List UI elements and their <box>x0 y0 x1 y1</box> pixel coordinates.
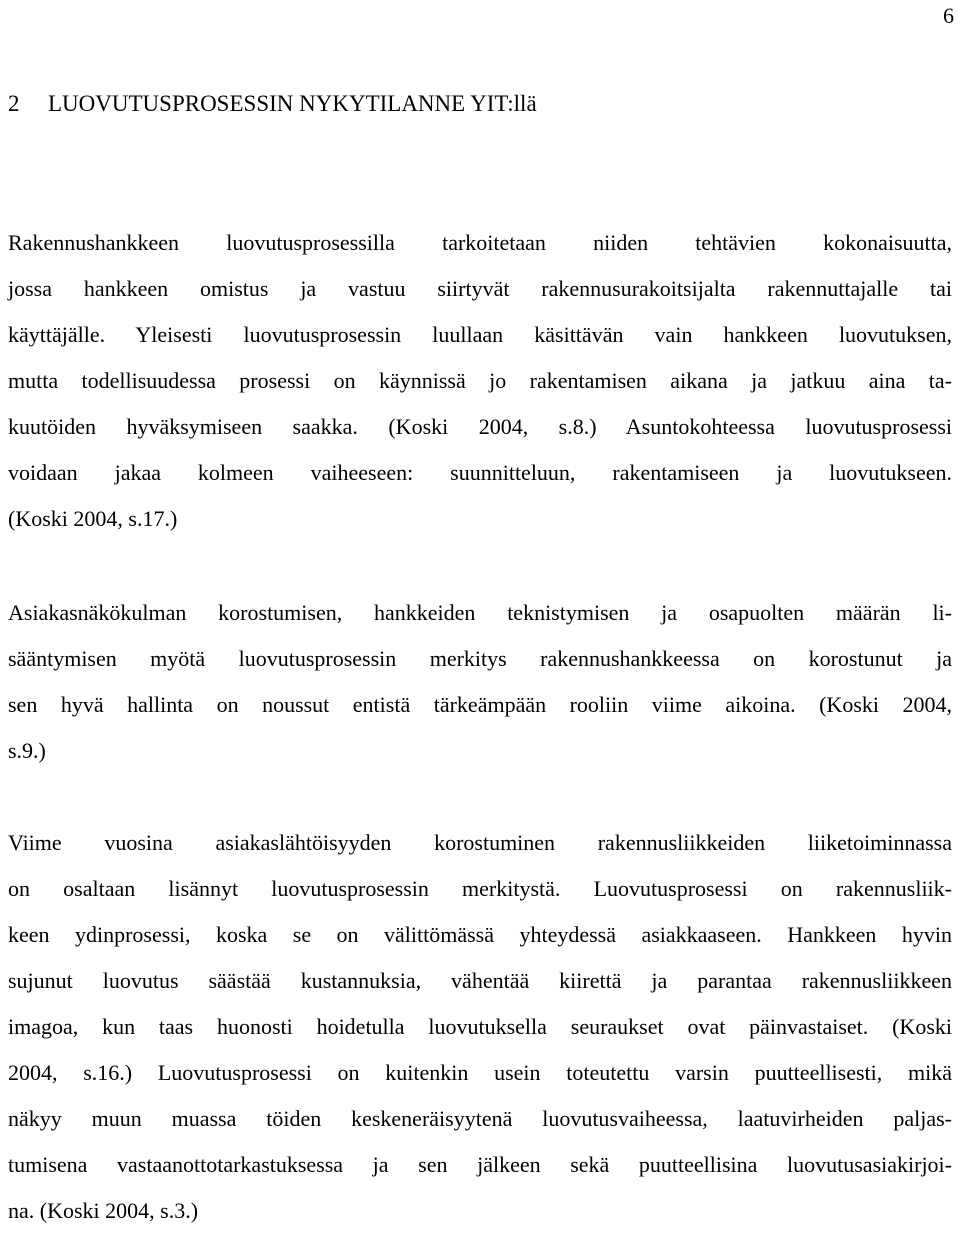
chapter-heading <box>8 88 537 120</box>
text-line: mutta todellisuudessa prosessi on käynnissä jo rakentamisen aikana ja jatkuu aina ta- <box>8 368 952 393</box>
text-line: (Koski 2004, s.17.) <box>8 506 178 531</box>
text-line: keen ydinprosessi, koska se on välittömässä yhteydessä asiakkaaseen. Hankkeen hyvin <box>8 922 952 947</box>
text-line: kuutöiden hyväksymiseen saakka. (Koski 2004, s.8.) Asuntokohteessa luovutusprosessi <box>8 414 952 439</box>
paragraph-3 <box>8 820 952 1234</box>
text-line: näkyy muun muassa töiden keskeneräisyytenä luovutusvaiheessa, laatuvirheiden paljas- <box>8 1106 952 1131</box>
text-line: tumisena vastaanottotarkastuksessa ja sen jälkeen sekä puutteellisina luovutusasiakirjoi- <box>8 1152 952 1177</box>
text-line: käyttäjälle. Yleisesti luovutusprosessin luullaan käsittävän vain hankkeen luovutuksen, <box>8 322 952 347</box>
chapter-number: 2 <box>8 91 20 116</box>
text-line: voidaan jakaa kolmeen vaiheeseen: suunnitteluun, rakentamiseen ja luovutukseen. <box>8 460 952 485</box>
text-line: sen hyvä hallinta on noussut entistä tärkeämpään rooliin viime aikoina. (Koski 2004, <box>8 692 952 717</box>
text-line: s.9.) <box>8 738 46 763</box>
text-line: na. (Koski 2004, s.3.) <box>8 1198 199 1223</box>
text-line: imagoa, kun taas huonosti hoidetulla luovutuksella seuraukset ovat päinvastaiset. (Koski <box>8 1014 952 1039</box>
text-line: on osaltaan lisännyt luovutusprosessin merkitystä. Luovutusprosessi on rakennusliik- <box>8 876 952 901</box>
text-line: Rakennushankkeen luovutusprosessilla tarkoitetaan niiden tehtävien kokonaisuutta, <box>8 230 952 255</box>
text-line: 2004, s.16.) Luovutusprosessi on kuitenkin usein toteutettu varsin puutteellisesti, mikä <box>8 1060 952 1085</box>
text-line: sujunut luovutus säästää kustannuksia, vähentää kiirettä ja parantaa rakennusliikkeen <box>8 968 952 993</box>
text-line: Viime vuosina asiakaslähtöisyyden korostuminen rakennusliikkeiden liiketoiminnassa <box>8 830 952 855</box>
text-line: Asiakasnäkökulman korostumisen, hankkeiden teknistymisen ja osapuolten määrän li- <box>8 600 952 625</box>
text-line: jossa hankkeen omistus ja vastuu siirtyvät rakennusurakoitsijalta rakennuttajalle tai <box>8 276 952 301</box>
paragraph-1 <box>8 220 952 542</box>
chapter-title: LUOVUTUSPROSESSIN NYKYTILANNE YIT:llä <box>48 91 537 116</box>
paragraph-2 <box>8 590 952 774</box>
text-line: sääntymisen myötä luovutusprosessin merkitys rakennushankkeessa on korostunut ja <box>8 646 952 671</box>
page-number: 6 <box>943 3 954 28</box>
